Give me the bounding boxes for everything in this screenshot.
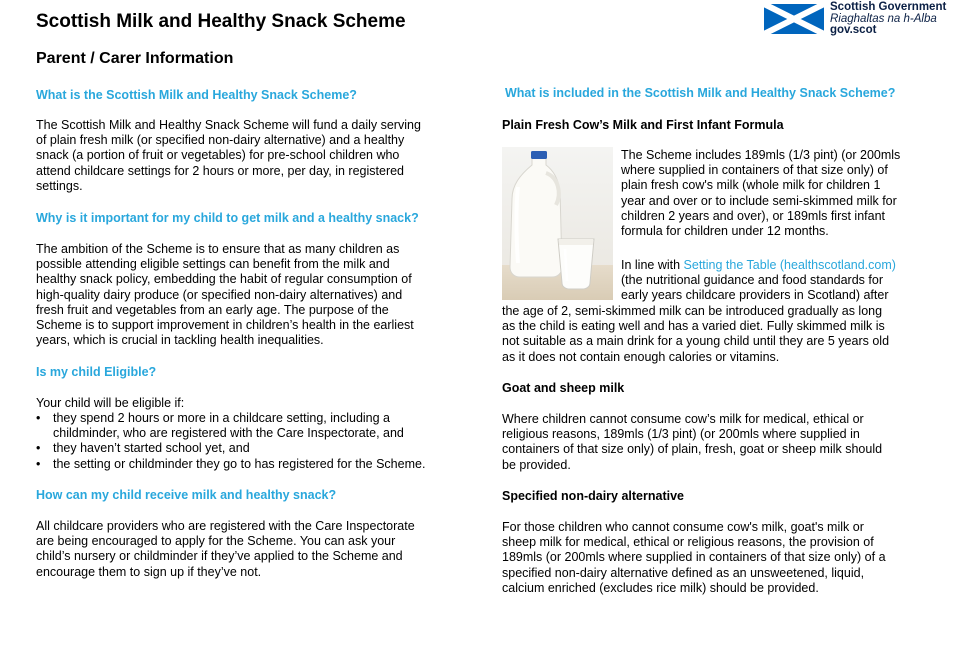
- subheading-non-dairy: Specified non-dairy alternative: [502, 489, 684, 503]
- page-title: Scottish Milk and Healthy Snack Scheme: [36, 11, 406, 32]
- list-item: • they haven’t started school yet, and: [36, 441, 250, 456]
- subheading-goat-sheep: Goat and sheep milk: [502, 381, 625, 395]
- paragraph-cows-milk-1: The Scheme includes 189mls (1/3 pint) (or 200mls where supplied in containers of that size only) of plain fresh cow's milk (whole milk for children 1 year and over or to include semi-skimmed milk for children 2 years and over), or 189mls first infant formula for children under 12 months.: [621, 148, 901, 239]
- heading-how-receive: How can my child receive milk and healthy snack?: [36, 488, 337, 502]
- logo-line-url: gov.scot: [830, 24, 877, 36]
- subheading-cows-milk: Plain Fresh Cow’s Milk and First Infant Formula: [502, 118, 784, 132]
- eligibility-list: [36, 411, 464, 472]
- link-prefix: In line with: [621, 258, 684, 272]
- milk-bottle-and-glass-image: [502, 147, 613, 300]
- paragraph-goat-sheep: Where children cannot consume cow’s milk for medical, ethical or religious reasons, 189mls (1/3 pint) (or 200mls where supplied in containers of that size only) of plain, fresh, goat or sheep milk should be provided.: [502, 412, 883, 472]
- heading-what-included: What is included in the Scottish Milk and Healthy Snack Scheme?: [505, 86, 896, 100]
- paragraph-what-is-scheme: The Scottish Milk and Healthy Snack Scheme will fund a daily serving of plain fresh milk (or specified non-dairy alternative) and a healthy snack (a portion of fruit or vegetables) for pre-school children who attend childcare settings for 2 hours or more, per day, in registered settings.: [36, 118, 421, 193]
- scottish-government-logo: [764, 2, 954, 38]
- saltire-flag-icon: [764, 4, 824, 34]
- paragraph-non-dairy: For those children who cannot consume cow's milk, goat's milk or sheep milk for medical, ethical or religious reasons, the provision of 189mls (or 200mls where supplied in containers of that size only) of a specified non-dairy alternative defined as an unsweetened, liquid, calcium enriched (excludes rice milk) should be provided.: [502, 520, 886, 595]
- list-item: • the setting or childminder they go to has registered for the Scheme.: [36, 456, 426, 471]
- paragraph-cows-milk-2: In line with Setting the Table (healthscotland.com) (the nutritional guidance and food standards for early years childcare providers in Scotland) after: [621, 258, 896, 303]
- list-item: • they spend 2 hours or more in a childcare setting, including a childminder, who are registered with the Care Inspectorate, and: [36, 411, 404, 441]
- logo-line-gaelic: Riaghaltas na h-Alba: [830, 12, 937, 25]
- heading-why-important: Why is it important for my child to get milk and a healthy snack?: [36, 211, 419, 225]
- logo-line-english: Scottish Government: [830, 1, 947, 13]
- page-subtitle: Parent / Carer Information: [36, 50, 234, 67]
- eligible-intro: Your child will be eligible if:: [36, 396, 185, 410]
- heading-what-is-scheme: What is the Scottish Milk and Healthy Snack Scheme?: [36, 88, 357, 102]
- paragraph-how-receive: All childcare providers who are registered with the Care Inspectorate are being encouraged to apply for the Scheme. You can ask your child’s nursery or childminder if they’ve applied to the Scheme and encourage them to sign up if they’ve not.: [36, 519, 415, 579]
- paragraph-why-important: The ambition of the Scheme is to ensure that as many children as possible attending eligible settings can benefit from the milk and healthy snack policy, embedding the habit of regular consumption of high-quality dairy produce (or specified non-dairy alternatives) and fresh fruit and vegetables from an early age. The purpose of the Scheme is to support improvement in children’s health in the earliest years, which is crucial in tackling health inequalities.: [36, 242, 414, 348]
- setting-the-table-link[interactable]: Setting the Table (healthscotland.com): [683, 258, 896, 272]
- heading-eligible: Is my child Eligible?: [36, 365, 157, 379]
- paragraph-cows-milk-2-continued: the age of 2, semi-skimmed milk can be introduced gradually as long as the child is eating well and has a varied diet. Fully skimmed milk is not suitable as a main drink for a young child until they are 5 years old as it does not contain enough calories or vitamins.: [502, 304, 890, 364]
